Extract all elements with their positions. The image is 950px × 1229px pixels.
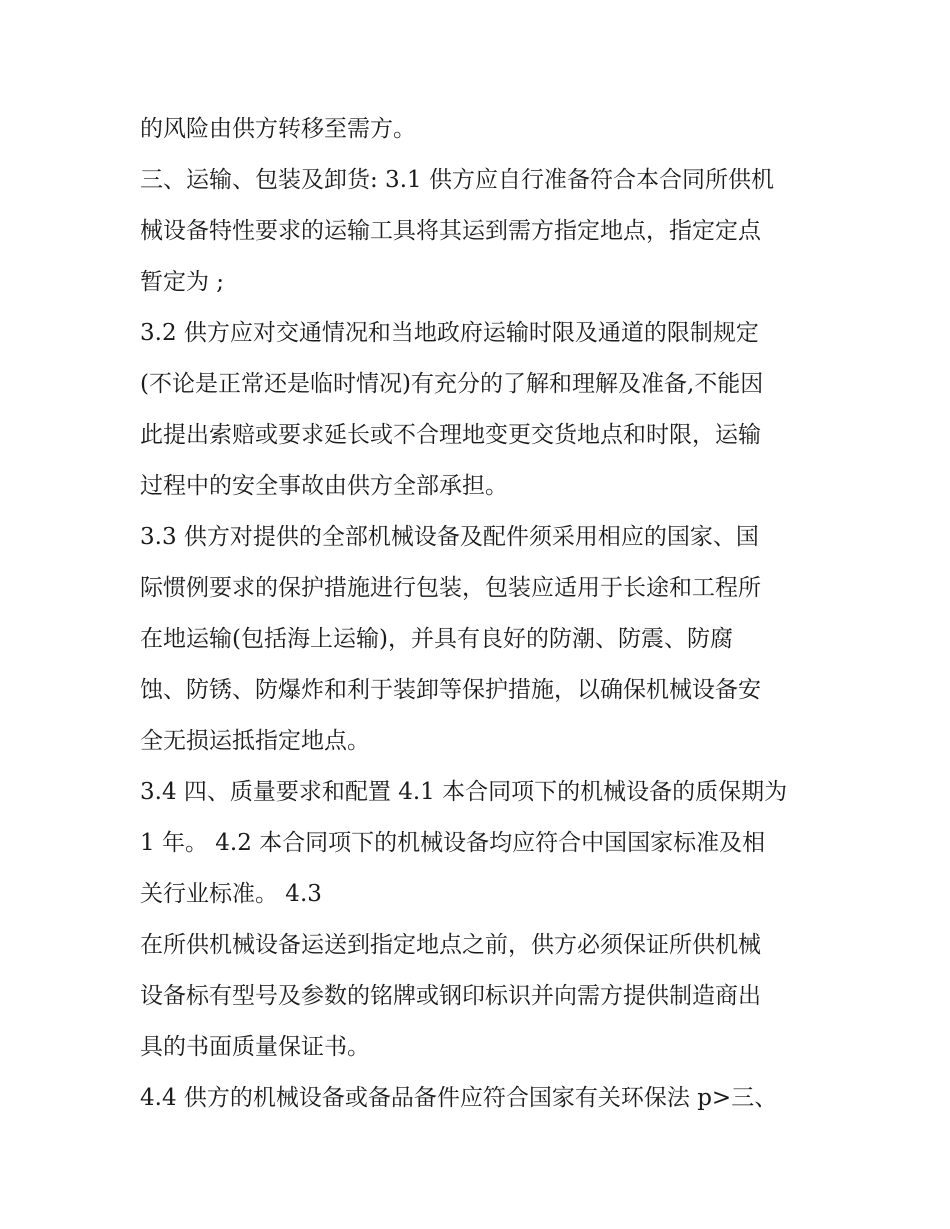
- text-line: 三、运输、包装及卸货: 3.1 供方应自行准备符合本合同所供机: [140, 167, 774, 193]
- text-line: 全无损运抵指定地点。: [140, 728, 370, 754]
- text-line: 此提出索赔或要求延长或不合理地变更交货地点和时限，运输: [140, 422, 761, 448]
- contract-text: [140, 104, 820, 1124]
- text-line: 3.2 供方应对交通情况和当地政府运输时限及通道的限制规定: [140, 320, 759, 346]
- text-line: 1 年。 4.2 本合同项下的机械设备均应符合中国国家标准及相: [140, 830, 766, 856]
- text-line: 过程中的安全事故由供方全部承担。: [140, 473, 508, 499]
- text-line: 具的书面质量保证书。: [140, 1034, 370, 1060]
- text-line: (不论是正常还是临时情况)有充分的了解和理解及准备,不能因: [140, 371, 764, 397]
- text-line: 关行业标准。 4.3: [140, 881, 322, 907]
- text-line: 4.4 供方的机械设备或备品备件应符合国家有关环保法 p>三、: [140, 1085, 778, 1111]
- text-line: 际惯例要求的保护措施进行包装，包装应适用于长途和工程所: [140, 575, 761, 601]
- text-line: 设备标有型号及参数的铭牌或钢印标识并向需方提供制造商出: [140, 983, 761, 1009]
- text-line: 3.4 四、质量要求和配置 4.1 本合同项下的机械设备的质保期为: [140, 779, 788, 805]
- text-line: 的风险由供方转移至需方。: [140, 116, 416, 142]
- text-line: 暂定为 ;: [140, 269, 225, 295]
- text-line: 在所供机械设备运送到指定地点之前，供方必须保证所供机械: [140, 932, 761, 958]
- text-line: 械设备特性要求的运输工具将其运到需方指定地点，指定定点: [140, 218, 761, 244]
- text-line: 蚀、防锈、防爆炸和利于装卸等保护措施，以确保机械设备安: [140, 677, 761, 703]
- text-line: 3.3 供方对提供的全部机械设备及配件须采用相应的国家、国: [140, 524, 759, 550]
- text-line: 在地运输(包括海上运输)，并具有良好的防潮、防震、防腐: [140, 626, 733, 652]
